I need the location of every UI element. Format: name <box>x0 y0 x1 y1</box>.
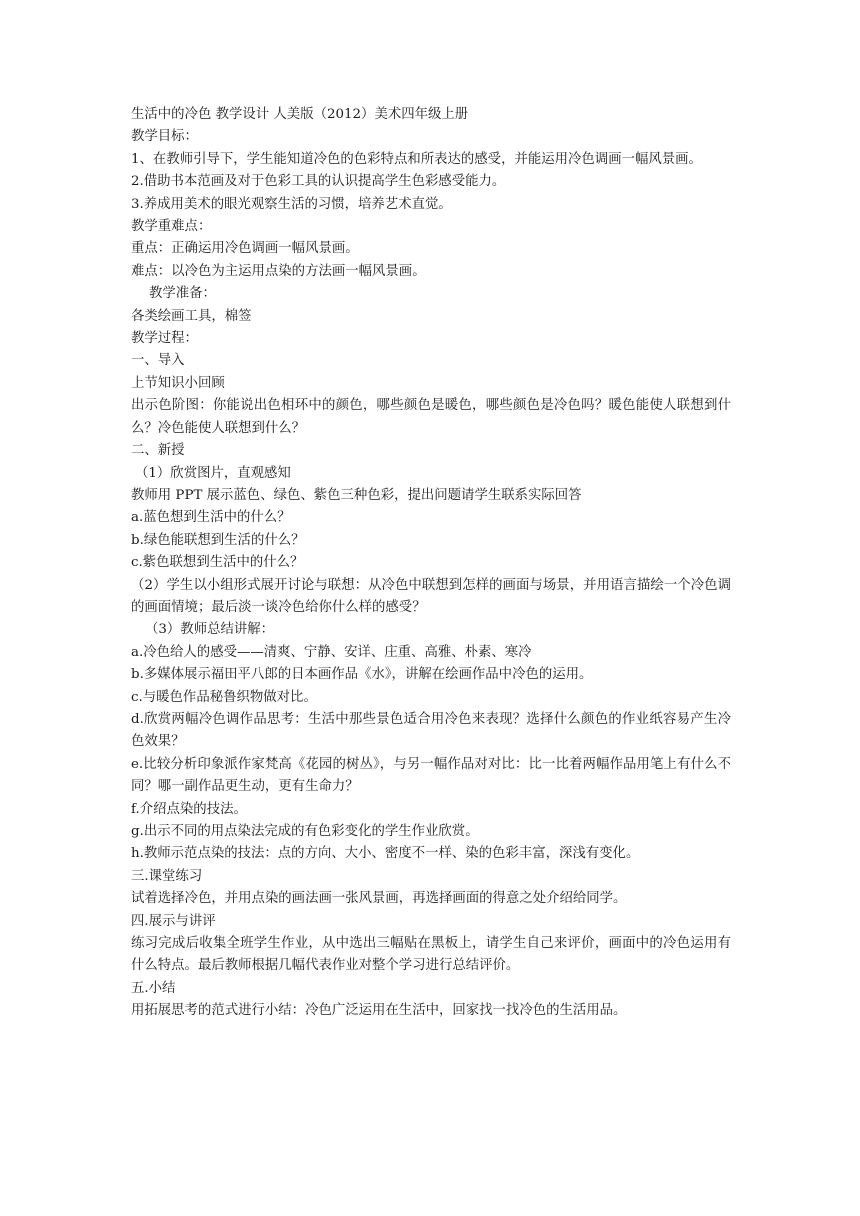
teaching-point-b: b.多媒体展示福田平八郎的日本画作品《水》，讲解在绘画作品中冷色的运用。 <box>131 667 593 683</box>
section-4-heading: 四.展示与讲评 <box>131 913 216 929</box>
section-3-heading: 三.课堂练习 <box>131 868 203 884</box>
key-points-heading: 教学重难点： <box>131 219 212 235</box>
teaching-point-e: e.比较分析印象派作家梵高《花园的树丛》，与另一幅作品对对比：比一比着两幅作品用笔上有什么不同？哪一副作品更生动，更有生命力？ <box>131 756 731 795</box>
difficult-point: 难点：以冷色为主运用点染的方法画一幅风景画。 <box>131 263 426 279</box>
section-1-subheading: 上节知识小回顾 <box>131 375 225 391</box>
teaching-point-a: a.冷色给人的感受——清爽、宁静、安详、庄重、高雅、朴素、寒冷 <box>131 644 532 660</box>
section-2-part-1-text: 教师用 PPT 展示蓝色、绿色、紫色三种色彩，提出问题请学生联系实际回答 <box>131 487 582 503</box>
section-2-heading: 二、新授 <box>131 443 185 459</box>
teaching-point-g: g.出示不同的用点染法完成的有色彩变化的学生作业欣赏。 <box>131 824 479 839</box>
goal-2: 2.借助书本范画及对于色彩工具的认识提高学生色彩感受能力。 <box>131 174 506 190</box>
question-b: b.绿色能联想到生活的什么？ <box>131 532 305 548</box>
teaching-point-c: c.与暖色作品秘鲁织物做对比。 <box>131 689 317 705</box>
question-a: a.蓝色想到生活中的什么？ <box>131 510 291 526</box>
document-title: 生活中的冷色 教学设计 人美版（2012）美术四年级上册 <box>131 107 469 122</box>
document-page <box>131 104 731 1023</box>
section-1-heading: 一、导入 <box>131 353 185 369</box>
preparation-heading: 教学准备： <box>149 286 216 302</box>
key-point: 重点：正确运用冷色调画一幅风景画。 <box>131 241 359 257</box>
section-2-part-1: （1）欣赏图片，直观感知 <box>135 465 291 481</box>
process-heading: 教学过程： <box>131 331 198 347</box>
teaching-point-h: h.教师示范点染的技法：点的方向、大小、密度不一样、染的色彩丰富，深浅有变化。 <box>131 846 640 862</box>
section-4-text: 练习完成后收集全班学生作业，从中选出三幅贴在黑板上，请学生自己来评价，画面中的冷色运用有什么特点。最后教师根据几幅代表作业对整个学习进行总结评价。 <box>131 936 731 974</box>
section-2-part-3: （3）教师总结讲解： <box>145 622 275 638</box>
goal-1: 1、在教师引导下，学生能知道冷色的色彩特点和所表达的感受，并能运用冷色调画一幅风景画。 <box>131 151 702 167</box>
teaching-point-d: d.欣赏两幅冷色调作品思考：生活中那些景色适合用冷色来表现？选择什么颜色的作业纸容易产生冷色效果？ <box>131 711 731 750</box>
section-3-text: 试着选择冷色，并用点染的画法画一张风景画，再选择画面的得意之处介绍给同学。 <box>131 891 627 907</box>
goals-heading: 教学目标： <box>131 129 198 145</box>
goal-3: 3.养成用美术的眼光观察生活的习惯，培养艺术直觉。 <box>131 196 452 212</box>
preparation-items: 各类绘画工具，棉签 <box>131 308 252 324</box>
section-2-part-2: （2）学生以小组形式展开讨论与联想：从冷色中联想到怎样的画面与场景，并用语言描绘一个冷色调的画面情境；最后淡一谈冷色给你什么样的感受？ <box>131 577 731 615</box>
section-5-text: 用拓展思考的范式进行小结：冷色广泛运用在生活中，回家找一找冷色的生活用品。 <box>131 1003 627 1019</box>
section-1-text: 出示色阶图：你能说出色相环中的颜色，哪些颜色是暖色，哪些颜色是冷色吗？暖色能使人联想到什么？冷色能使人联想到什么？ <box>131 398 731 436</box>
section-5-heading: 五.小结 <box>131 980 176 996</box>
question-c: c.紫色联想到生活中的什么？ <box>131 555 304 571</box>
teaching-point-f: f.介绍点染的技法。 <box>131 801 247 817</box>
